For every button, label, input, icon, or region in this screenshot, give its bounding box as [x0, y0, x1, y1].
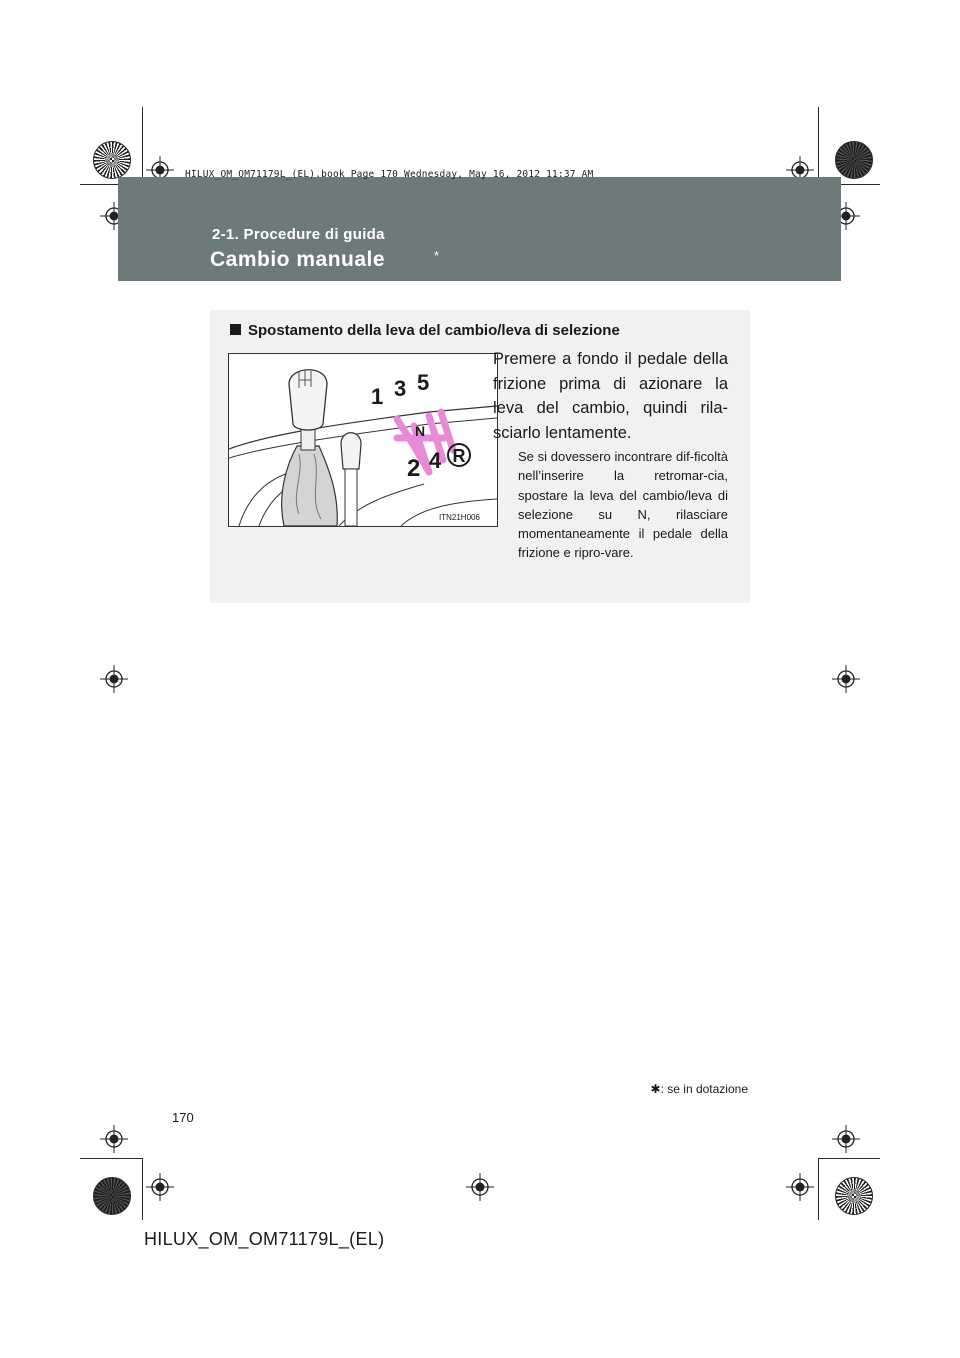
- gear-shift-drawing: [229, 354, 497, 526]
- registration-target-icon: [832, 665, 860, 693]
- section-label: 2-1. Procedure di guida: [212, 226, 385, 243]
- gear-label-4: 4: [429, 448, 442, 473]
- registration-target-icon: [100, 665, 128, 693]
- note-text: Se si dovessero incontrare dif-ficoltà nell’inserire la retromar-cia, spostare la leva del cambio/leva di selezione su N, rilasciare momentaneamente il pedale della frizione e ripro-vare.: [518, 449, 728, 561]
- gear-label-1: 1: [371, 384, 384, 409]
- footnote-optional-equipment: ✱: se in dotazione: [650, 1082, 748, 1096]
- gear-label-neutral: N: [415, 423, 426, 439]
- gear-lever-illustration: [228, 353, 498, 527]
- document-code: HILUX_OM_OM71179L_(EL): [144, 1229, 385, 1249]
- registration-target-icon: [100, 1125, 128, 1153]
- subheading: [230, 322, 620, 339]
- color-rosette-icon: [835, 1177, 873, 1215]
- instruction-text: Premere a fondo il pedale della frizione prima di azionare la leva del cambio, quindi rila-sciarlo lentamente.: [493, 350, 728, 442]
- color-rosette-icon: [835, 141, 873, 179]
- optional-equipment-marker: *: [434, 248, 440, 263]
- content-panel: [210, 310, 750, 603]
- page-title: Cambio manuale: [210, 248, 386, 271]
- gear-label-3: 3: [394, 376, 407, 401]
- figure-code: ITN21H006: [439, 513, 480, 522]
- gear-label-reverse: R: [452, 446, 466, 466]
- registration-target-icon: [146, 1173, 174, 1201]
- square-bullet-icon: [230, 324, 241, 335]
- gear-label-5: 5: [417, 370, 430, 395]
- registration-target-icon: [466, 1173, 494, 1201]
- color-rosette-icon: [93, 1177, 131, 1215]
- subheading-text: Spostamento della leva del cambio/leva di selezione: [248, 322, 620, 339]
- registration-target-icon: [786, 1173, 814, 1201]
- color-rosette-icon: [93, 141, 131, 179]
- page-number: 170: [172, 1110, 194, 1125]
- book-file-stamp: HILUX_OM_OM71179L_(EL).book Page 170 Wednesday, May 16, 2012 11:37 AM: [185, 169, 594, 180]
- registration-target-icon: [832, 1125, 860, 1153]
- gear-label-2: 2: [407, 455, 421, 482]
